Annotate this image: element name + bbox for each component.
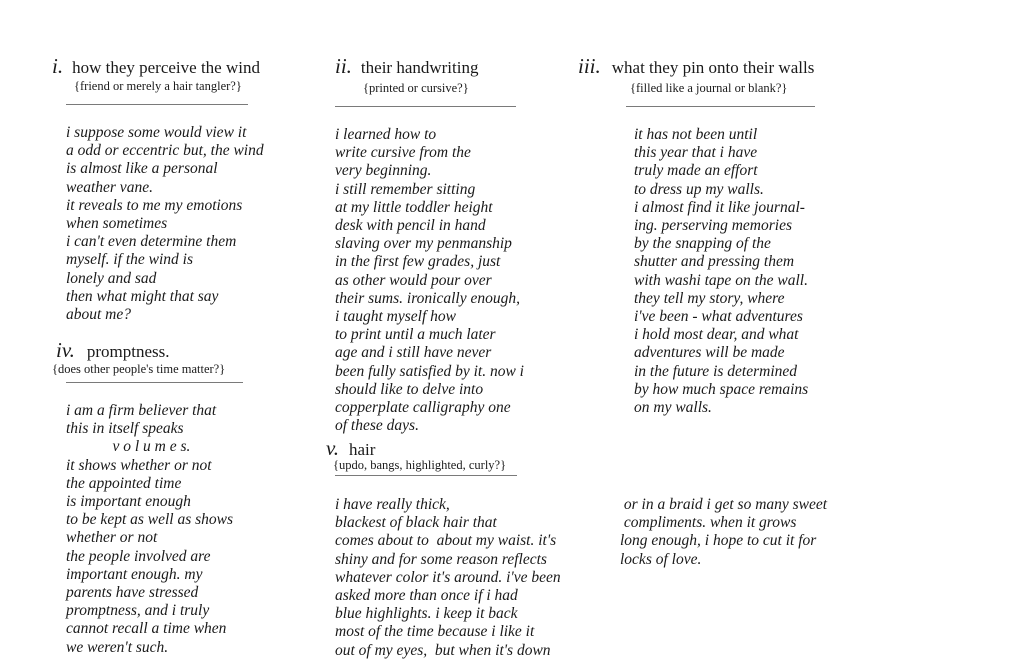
- section-subtitle: {filled like a journal or blank?}: [630, 81, 788, 95]
- section-iv-heading: [56, 338, 170, 363]
- section-body: i am a firm believer that this in itself speaks v o l u m e s. it shows whether or not the appointed time is important enough to be kept as well as shows whether or not the people involved are important enough. my parents have stressed promptness, and i truly cannot recall a time when we weren't such.: [66, 402, 234, 656]
- section-subtitle: {printed or cursive?}: [363, 81, 469, 95]
- section-numeral: v.: [326, 436, 340, 460]
- section-numeral: iii.: [578, 54, 601, 78]
- divider: [626, 106, 815, 107]
- section-title: what they pin onto their walls: [611, 58, 815, 77]
- section-title: how they perceive the wind: [72, 58, 260, 77]
- section-numeral: ii.: [335, 54, 352, 78]
- section-title: hair: [349, 440, 376, 459]
- divider: [335, 475, 517, 476]
- section-body: i learned how to write cursive from the very beginning. i still remember sitting at my little toddler height desk with pencil in hand slaving over my penmanship in the first few grades, just as other would pour over their sums. ironically enough, i taught myself how to print until a much later age and i still have never been fully satisfied by it. now i should like to delve into copperplate calligraphy one of these days.: [335, 126, 524, 435]
- section-body: i suppose some would view it a odd or eccentric but, the wind is almost like a personal weather vane. it reveals to me my emotions when sometimes i can't even determine them myself. if the wind is lonely and sad then what might that say about me?: [66, 124, 264, 324]
- section-iii-heading: [578, 54, 814, 79]
- section-subtitle: {friend or merely a hair tangler?}: [74, 79, 242, 93]
- section-subtitle: {updo, bangs, highlighted, curly?}: [333, 458, 507, 472]
- section-subtitle: {does other people's time matter?}: [52, 362, 226, 376]
- section-ii-heading: [335, 54, 478, 79]
- section-numeral: iv.: [56, 338, 75, 362]
- divider: [66, 104, 248, 105]
- divider: [66, 382, 243, 383]
- section-numeral: i.: [52, 54, 64, 78]
- section-body-continued: or in a braid i get so many sweet compliments. when it grows long enough, i hope to cut it for locks of love.: [620, 496, 828, 568]
- section-body: it has not been until this year that i have truly made an effort to dress up my walls. i almost find it like journal- ing. perserving memories by the snapping of the shutter and pressing them with washi tape on the wall. they tell my story, where i've been - what adventures i hold most dear, and what adventures will be made in the future is determined by how much space remains on my walls.: [634, 126, 809, 417]
- divider: [335, 106, 516, 107]
- section-title: promptness.: [86, 342, 170, 361]
- section-i-heading: [52, 54, 260, 79]
- section-body: i have really thick, blackest of black hair that comes about to about my waist. it's shiny and for some reason reflects whatever color it's around. i've been asked more than once if i had blue highlights. i keep it back most of the time because i like it out of my eyes, but when it's down: [335, 496, 561, 659]
- section-title: their handwriting: [360, 58, 479, 77]
